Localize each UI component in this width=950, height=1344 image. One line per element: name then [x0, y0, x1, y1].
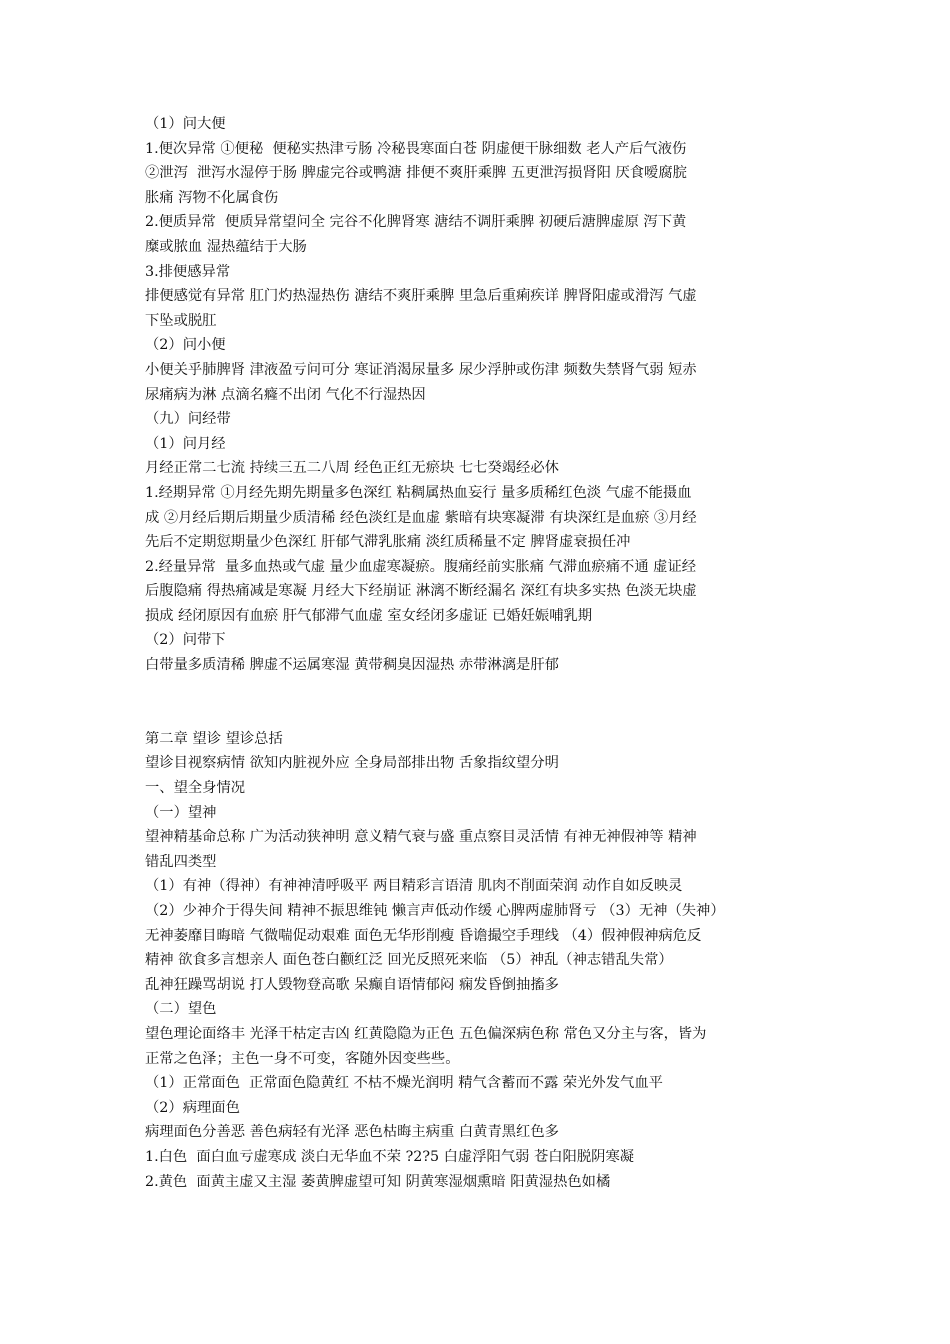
document-page [145, 112, 813, 1194]
text-line: （二）望色 [145, 1001, 217, 1018]
text-line: 无神萎靡目晦暗 气微喘促动艰难 面色无华形削瘦 昏谵撮空手理线 （4）假神假神病危反 [145, 927, 702, 944]
text-line: （1）问月经 [145, 435, 226, 452]
text-line: 月经正常二七流 持续三五二八周 经色正红无瘀块 七七癸竭经必休 [145, 460, 559, 477]
text-line: 1.便次异常 ①便秘 便秘实热津亏肠 冷秘畏寒面白苍 阴虚便干脉细数 老人产后气液伤 [145, 140, 687, 157]
text-line: （1）正常面色 正常面色隐黄红 不枯不燥光润明 精气含蓄而不露 荣光外发气血平 [145, 1075, 663, 1092]
text-line: （1）问大便 [145, 116, 226, 132]
text-line: 小便关乎肺脾肾 津液盈亏问可分 寒证消渴尿量多 尿少浮肿或伤津 频数失禁肾气弱 短赤 [145, 361, 697, 378]
section-gap [145, 678, 813, 727]
text-line: 一、望全身情况 [145, 780, 246, 797]
text-line: 1.白色 面白血亏虚寒成 淡白无华血不荣 ?2?5 白虚浮阳气弱 苍白阳脱阴寒凝 [145, 1148, 635, 1165]
text-line: ②泄泻 泄泻水湿停于肠 脾虚完谷或鸭溏 排便不爽肝乘脾 五更泄泻损肾阳 厌食嗳腐脘 [145, 165, 687, 182]
text-line: 尿痛病为淋 点滴名癃不出闭 气化不行湿热因 [145, 386, 426, 403]
text-line: 望诊目视察病情 欲知内脏视外应 全身局部排出物 舌象指纹望分明 [145, 755, 559, 772]
text-line: 3.排便感异常 [145, 263, 231, 280]
text-line: 胀痛 泻物不化属食伤 [145, 189, 279, 206]
text-line: 望色理论面络丰 光泽干枯定吉凶 红黄隐隐为正色 五色偏深病色称 常色又分主与客，皆为 [145, 1025, 707, 1042]
text-line: 2.黄色 面黄主虚又主湿 萎黄脾虚望可知 阴黄寒湿烟熏暗 阳黄湿热色如橘 [145, 1173, 611, 1190]
text-line: （1）有神（得神）有神神清呼吸平 两目精彩言语清 肌肉不削面荣润 动作自如反映灵 [145, 878, 683, 895]
text-line: 精神 欲食多言想亲人 面色苍白颧红泛 回光反照死来临 （5）神乱（神志错乱失常） [145, 952, 673, 969]
text-line: 成 ②月经后期后期量少质清稀 经色淡红是血虚 紫暗有块寒凝滞 有块深红是血瘀 ③月经 [145, 509, 697, 526]
text-line: 下坠或脱肛 [145, 312, 217, 329]
section-inspection [145, 727, 813, 1194]
text-line: 先后不定期愆期量少色深红 肝郁气滞乳胀痛 淡红质稀量不定 脾肾虚衰损任冲 [145, 534, 631, 551]
text-line: （2）病理面色 [145, 1099, 240, 1116]
text-line: 望神精基命总称 广为活动狭神明 意义精气衰与盛 重点察目灵活情 有神无神假神等 精神 [145, 829, 697, 846]
text-line: 糜或脓血 湿热蕴结于大肠 [145, 238, 307, 255]
text-line: 错乱四类型 [145, 853, 217, 870]
text-line: 排便感觉有异常 肛门灼热湿热伤 溏结不爽肝乘脾 里急后重痢疾详 脾肾阳虚或滑泻 气虚 [145, 288, 697, 305]
text-line: （2）问小便 [145, 337, 226, 354]
text-line: （2）少神介于得失间 精神不振思维钝 懒言声低动作缓 心脾两虚肺肾亏 （3）无神（失神） [145, 903, 725, 919]
text-line: 损成 经闭原因有血瘀 肝气郁滞气血虚 室女经闭多虚证 已婚妊娠哺乳期 [145, 607, 593, 624]
text-line: 白带量多质清稀 脾虚不运属寒湿 黄带稠臭因湿热 赤带淋漓是肝郁 [145, 657, 559, 674]
text-line: 后腹隐痛 得热痛减是寒凝 月经大下经崩证 淋漓不断经漏名 深红有块多实热 色淡无块虚 [145, 583, 697, 600]
chapter-title: 第二章 望诊 望诊总括 [145, 730, 283, 747]
text-line: 1.经期异常 ①月经先期先期量多色深红 粘稠属热血妄行 量多质稀红色淡 气虚不能摄血 [145, 484, 692, 501]
section-inquiry [145, 112, 813, 678]
text-line: （九）问经带 [145, 411, 231, 428]
text-line: 病理面色分善恶 善色病轻有光泽 恶色枯晦主病重 白黄青黑红色多 [145, 1124, 559, 1141]
text-line: 2.经量异常 量多血热或气虚 量少血虚寒凝瘀。腹痛经前实胀痛 气滞血瘀痛不通 虚证经 [145, 558, 697, 575]
text-line: 2.便质异常 便质异常望问全 完谷不化脾肾寒 溏结不调肝乘脾 初硬后溏脾虚原 泻下黄 [145, 214, 687, 231]
text-line: （一）望神 [145, 804, 217, 821]
text-line: 正常之色泽；主色一身不可变，客随外因变些些。 [145, 1050, 460, 1067]
text-line: 乱神狂躁骂胡说 打人毁物登高歌 呆癫自语情郁闷 痫发昏倒抽搐多 [145, 976, 559, 993]
text-line: （2）问带下 [145, 632, 226, 649]
